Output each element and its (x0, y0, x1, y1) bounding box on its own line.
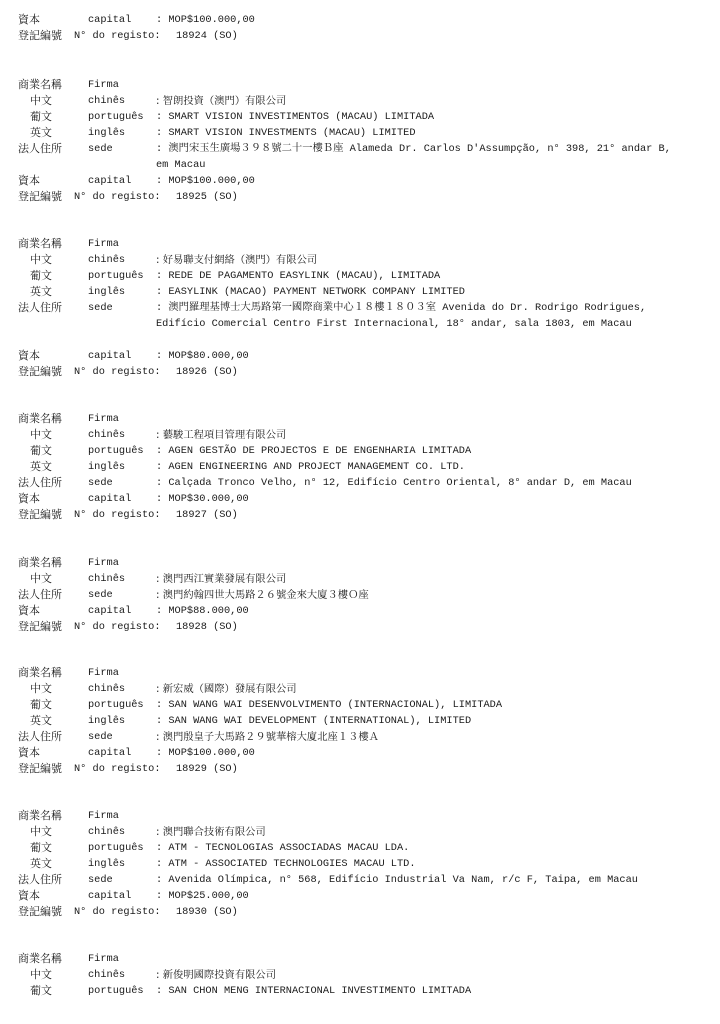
ingles-label-zh: 英文 (30, 857, 52, 870)
sede-value: : 澳門約翰四世大馬路２６號金來大廈３樓Ｏ座 (156, 589, 369, 601)
firma-label-zh: 商業名稱 (18, 78, 62, 91)
portugues-label-pt: português (88, 985, 144, 997)
ingles-label-pt: inglês (88, 127, 126, 139)
registration-row (0, 189, 720, 205)
ingles-label-pt: inglês (88, 715, 126, 727)
portugues-label-pt: português (88, 699, 144, 711)
capital-row (0, 12, 720, 28)
registration-value: 18929 (SO) (176, 763, 238, 775)
ingles-value: : ATM - ASSOCIATED TECHNOLOGIES MACAU LTD. (156, 858, 416, 870)
capital-value: : MOP$100.000,00 (156, 747, 255, 759)
portugues-row (0, 109, 720, 125)
registration-row (0, 904, 720, 920)
registration-label-pt: N° do registo: (74, 906, 161, 918)
registration-label-pt: N° do registo: (74, 30, 161, 42)
portugues-row (0, 840, 720, 856)
chines-label-pt: chinês (88, 573, 126, 585)
registration-row (0, 761, 720, 777)
registration-value: 18926 (SO) (176, 366, 238, 378)
capital-value: : MOP$100.000,00 (156, 175, 255, 187)
portugues-row (0, 697, 720, 713)
sede-row (0, 587, 720, 603)
registration-value: 18924 (SO) (176, 30, 238, 42)
portugues-value: : AGEN GESTÃO DE PROJECTOS E DE ENGENHARIA LIMITADA (156, 445, 472, 457)
ingles-row (0, 459, 720, 475)
ingles-label-zh: 英文 (30, 285, 52, 298)
firma-label-zh: 商業名稱 (18, 412, 62, 425)
firma-row (0, 77, 720, 93)
ingles-row (0, 284, 720, 300)
sede-value: : 澳門殷皇子大馬路２９號華榕大廈北座１３樓Ａ (156, 731, 379, 743)
previous-entry-tail (0, 12, 720, 44)
sede-label-pt: sede (88, 589, 113, 601)
ingles-label-pt: inglês (88, 858, 126, 870)
capital-value: : MOP$80.000,00 (156, 350, 249, 362)
sede-label-zh: 法人住所 (18, 301, 62, 314)
sede-label-pt: sede (88, 874, 113, 886)
portugues-row (0, 443, 720, 459)
firma-row (0, 808, 720, 824)
firma-row (0, 951, 720, 967)
capital-label-pt: capital (88, 890, 132, 902)
capital-label-zh: 資本 (18, 13, 40, 26)
capital-label-pt: capital (88, 605, 132, 617)
sede-label-pt: sede (88, 477, 113, 489)
chines-row (0, 252, 720, 268)
company-entry (0, 77, 720, 205)
portugues-label-zh: 葡文 (30, 269, 52, 282)
portugues-label-zh: 葡文 (30, 698, 52, 711)
chines-label-zh: 中文 (30, 94, 52, 107)
sede-value: : 澳門宋玉生廣場３９８號二十一樓Ｂ座 Alameda Dr. Carlos D'Assumpção, n° 398, 21° andar B, em Macau (156, 143, 671, 171)
company-entry (0, 236, 720, 380)
portugues-label-pt: português (88, 270, 144, 282)
ingles-value: : AGEN ENGINEERING AND PROJECT MANAGEMENT CO. LTD. (156, 461, 465, 473)
company-entry (0, 411, 720, 523)
chines-value: : 智朗投資（澳門）有限公司 (156, 95, 287, 107)
sede-row (0, 872, 720, 888)
registration-label-zh: 登記編號 (18, 190, 62, 203)
portugues-label-pt: português (88, 445, 144, 457)
firma-label-zh: 商業名稱 (18, 556, 62, 569)
chines-label-pt: chinês (88, 429, 126, 441)
portugues-label-zh: 葡文 (30, 984, 52, 997)
portugues-value: : ATM - TECNOLOGIAS ASSOCIADAS MACAU LDA. (156, 842, 410, 854)
registration-label-zh: 登記編號 (18, 762, 62, 775)
chines-value: : 澳門西江實業發展有限公司 (156, 573, 287, 585)
capital-row (0, 173, 720, 189)
chines-value: : 新宏威（國際）發展有限公司 (156, 683, 297, 695)
chines-label-zh: 中文 (30, 968, 52, 981)
ingles-label-zh: 英文 (30, 714, 52, 727)
registration-value: 18927 (SO) (176, 509, 238, 521)
sede-label-pt: sede (88, 302, 113, 314)
firma-label-zh: 商業名稱 (18, 666, 62, 679)
capital-row (0, 348, 720, 364)
chines-label-pt: chinês (88, 95, 126, 107)
chines-label-zh: 中文 (30, 572, 52, 585)
capital-value: : MOP$25.000,00 (156, 890, 249, 902)
firma-label-pt: Firma (88, 667, 119, 679)
portugues-value: : SMART VISION INVESTIMENTOS (MACAU) LIMITADA (156, 111, 435, 123)
ingles-label-pt: inglês (88, 286, 126, 298)
sede-value: : 澳門羅理基博士大馬路第一國際商業中心１８樓１８０３室 Avenida do Dr. Rodrigo Rodrigues, Edifício Comercial Centro First Internacional, 18° andar, sala 1803, em Macau (156, 302, 647, 330)
ingles-label-pt: inglês (88, 461, 126, 473)
portugues-value: : SAN CHON MENG INTERNACIONAL INVESTIMENTO LIMITADA (156, 985, 472, 997)
chines-label-zh: 中文 (30, 825, 52, 838)
chines-label-pt: chinês (88, 969, 126, 981)
registration-label-zh: 登記編號 (18, 365, 62, 378)
ingles-label-zh: 英文 (30, 460, 52, 473)
sede-row (0, 141, 720, 173)
chines-label-zh: 中文 (30, 253, 52, 266)
firma-row (0, 555, 720, 571)
sede-label-zh: 法人住所 (18, 142, 62, 155)
chines-row (0, 967, 720, 983)
capital-row (0, 888, 720, 904)
ingles-label-zh: 英文 (30, 126, 52, 139)
registration-label-pt: N° do registo: (74, 621, 161, 633)
ingles-value: : SMART VISION INVESTMENTS (MACAU) LIMITED (156, 127, 416, 139)
registration-label-pt: N° do registo: (74, 366, 161, 378)
capital-label-zh: 資本 (18, 604, 40, 617)
company-entry (0, 951, 720, 999)
firma-label-zh: 商業名稱 (18, 237, 62, 250)
sede-label-zh: 法人住所 (18, 588, 62, 601)
firma-label-pt: Firma (88, 79, 119, 91)
sede-value: : Calçada Tronco Velho, n° 12, Edifício Centro Oriental, 8° andar D, em Macau (156, 477, 632, 489)
ingles-row (0, 856, 720, 872)
registration-row (0, 364, 720, 380)
capital-label-zh: 資本 (18, 492, 40, 505)
firma-row (0, 665, 720, 681)
chines-label-pt: chinês (88, 254, 126, 266)
registration-label-zh: 登記編號 (18, 508, 62, 521)
portugues-row (0, 268, 720, 284)
registration-label-pt: N° do registo: (74, 191, 161, 203)
ingles-row (0, 713, 720, 729)
capital-value: : MOP$30.000,00 (156, 493, 249, 505)
registration-value: 18925 (SO) (176, 191, 238, 203)
firma-label-pt: Firma (88, 413, 119, 425)
sede-label-zh: 法人住所 (18, 873, 62, 886)
capital-label-pt: capital (88, 747, 132, 759)
chines-row (0, 427, 720, 443)
registration-label-zh: 登記編號 (18, 620, 62, 633)
chines-label-pt: chinês (88, 683, 126, 695)
portugues-label-pt: português (88, 111, 144, 123)
ingles-row (0, 125, 720, 141)
registration-value: 18928 (SO) (176, 621, 238, 633)
sede-label-zh: 法人住所 (18, 476, 62, 489)
registration-label-pt: N° do registo: (74, 763, 161, 775)
capital-row (0, 603, 720, 619)
capital-value: : MOP$100.000,00 (156, 14, 255, 26)
capital-row (0, 491, 720, 507)
firma-label-pt: Firma (88, 557, 119, 569)
registration-label-pt: N° do registo: (74, 509, 161, 521)
company-entry (0, 555, 720, 635)
registration-row (0, 507, 720, 523)
portugues-label-zh: 葡文 (30, 841, 52, 854)
capital-label-pt: capital (88, 14, 132, 26)
portugues-label-pt: português (88, 842, 144, 854)
firma-label-pt: Firma (88, 238, 119, 250)
capital-label-zh: 資本 (18, 174, 40, 187)
capital-row (0, 745, 720, 761)
sede-row (0, 729, 720, 745)
ingles-value: : EASYLINK (MACAO) PAYMENT NETWORK COMPANY LIMITED (156, 286, 465, 298)
registration-label-zh: 登記編號 (18, 905, 62, 918)
firma-label-zh: 商業名稱 (18, 809, 62, 822)
capital-label-zh: 資本 (18, 746, 40, 759)
sede-row (0, 300, 720, 348)
sede-label-pt: sede (88, 731, 113, 743)
firma-row (0, 411, 720, 427)
capital-label-pt: capital (88, 493, 132, 505)
company-entry (0, 808, 720, 920)
chines-value: : 新俊明國際投資有限公司 (156, 969, 277, 981)
chines-row (0, 824, 720, 840)
registration-label-zh: 登記編號 (18, 29, 62, 42)
portugues-value: : REDE DE PAGAMENTO EASYLINK (MACAU), LIMITADA (156, 270, 441, 282)
firma-label-pt: Firma (88, 953, 119, 965)
capital-value: : MOP$88.000,00 (156, 605, 249, 617)
chines-value: : 好易聯支付網絡（澳門）有限公司 (156, 254, 318, 266)
chines-row (0, 93, 720, 109)
ingles-value: : SAN WANG WAI DEVELOPMENT (INTERNATIONAL), LIMITED (156, 715, 472, 727)
firma-label-pt: Firma (88, 810, 119, 822)
sede-label-pt: sede (88, 143, 113, 155)
sede-label-zh: 法人住所 (18, 730, 62, 743)
portugues-row (0, 983, 720, 999)
capital-label-zh: 資本 (18, 349, 40, 362)
firma-label-zh: 商業名稱 (18, 952, 62, 965)
registration-row (0, 28, 720, 44)
chines-label-zh: 中文 (30, 682, 52, 695)
registration-row (0, 619, 720, 635)
registration-value: 18930 (SO) (176, 906, 238, 918)
sede-row (0, 475, 720, 491)
chines-label-pt: chinês (88, 826, 126, 838)
firma-row (0, 236, 720, 252)
capital-label-zh: 資本 (18, 889, 40, 902)
chines-value: : 藝駿工程項目管理有限公司 (156, 429, 287, 441)
sede-value: : Avenida Olímpica, n° 568, Edifício Industrial Va Nam, r/c F, Taipa, em Macau (156, 874, 638, 886)
chines-label-zh: 中文 (30, 428, 52, 441)
portugues-value: : SAN WANG WAI DESENVOLVIMENTO (INTERNACIONAL), LIMITADA (156, 699, 503, 711)
chines-row (0, 681, 720, 697)
company-entry (0, 665, 720, 777)
chines-value: : 澳門聯合技術有限公司 (156, 826, 266, 838)
capital-label-pt: capital (88, 175, 132, 187)
portugues-label-zh: 葡文 (30, 110, 52, 123)
chines-row (0, 571, 720, 587)
capital-label-pt: capital (88, 350, 132, 362)
portugues-label-zh: 葡文 (30, 444, 52, 457)
